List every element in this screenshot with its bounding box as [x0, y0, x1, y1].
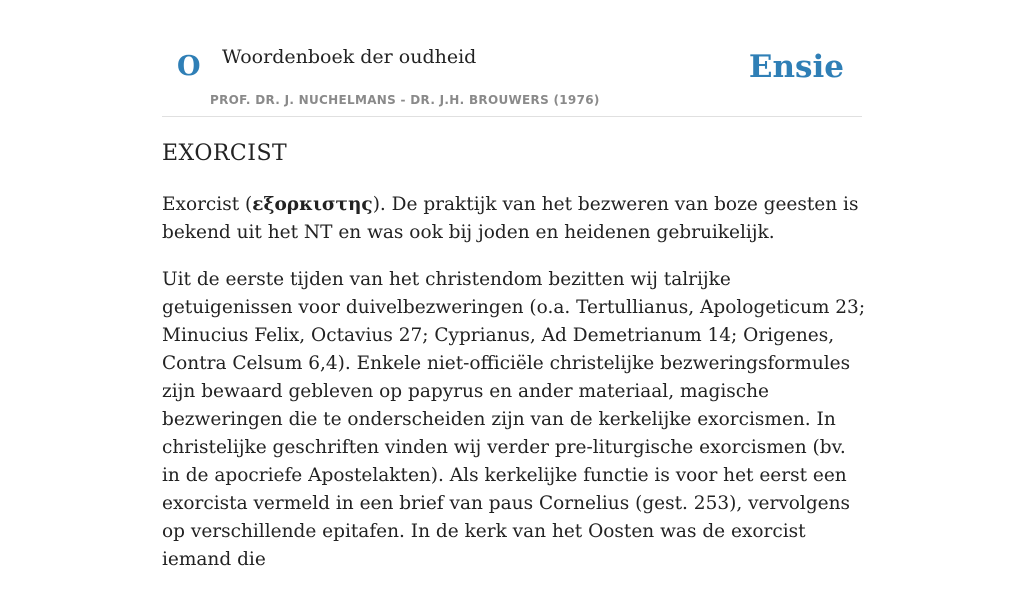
ensie-logo-link[interactable]: Ensie [748, 49, 844, 85]
entry-p1-before: Exorcist ( [162, 194, 253, 215]
entry-paragraph-1 [162, 191, 866, 247]
entry-body [162, 191, 866, 593]
site-header [162, 0, 862, 117]
entry-p1-after: ). De praktijk van het bezweren van boze geesten is bekend uit het NT en was ook bij joden en heidenen gebruikelijk. [162, 194, 859, 243]
book-authors: PROF. DR. J. NUCHELMANS - DR. J.H. BROUWERS (1976) [210, 93, 600, 107]
page-container [162, 0, 866, 570]
entry-title: EXORCIST [162, 141, 288, 166]
book-title-link[interactable]: Woordenboek der oudheid [222, 46, 477, 68]
greek-term: εξορκιστης [252, 194, 373, 215]
entry-paragraph-2: Uit de eerste tijden van het christendom bezitten wij talrijke getuigenissen voor duivelbezweringen (o.a. Tertullianus, Apologeticum 23; Minucius Felix, Octavius 27; Cyprianus, Ad Demetrianum 14; Origenes, Contra Celsum 6,4). Enkele niet-officiële christelijke bezweringsformules zijn bewaard gebleven op papyrus en ander materiaal, magische bezweringen die te onderscheiden zijn van de kerkelijke exorcismen. In christelijke geschriften vinden wij verder pre-liturgische exorcismen (bv. in de apocriefe Apostelakten). Als kerkelijke functie is voor het eerst een exorcista vermeld in een brief van paus Cornelius (gest. 253), vervolgens op verschillende epitafen. In de kerk van het Oosten was de exorcist iemand die [162, 269, 866, 570]
letter-index-link[interactable]: O [177, 51, 201, 82]
